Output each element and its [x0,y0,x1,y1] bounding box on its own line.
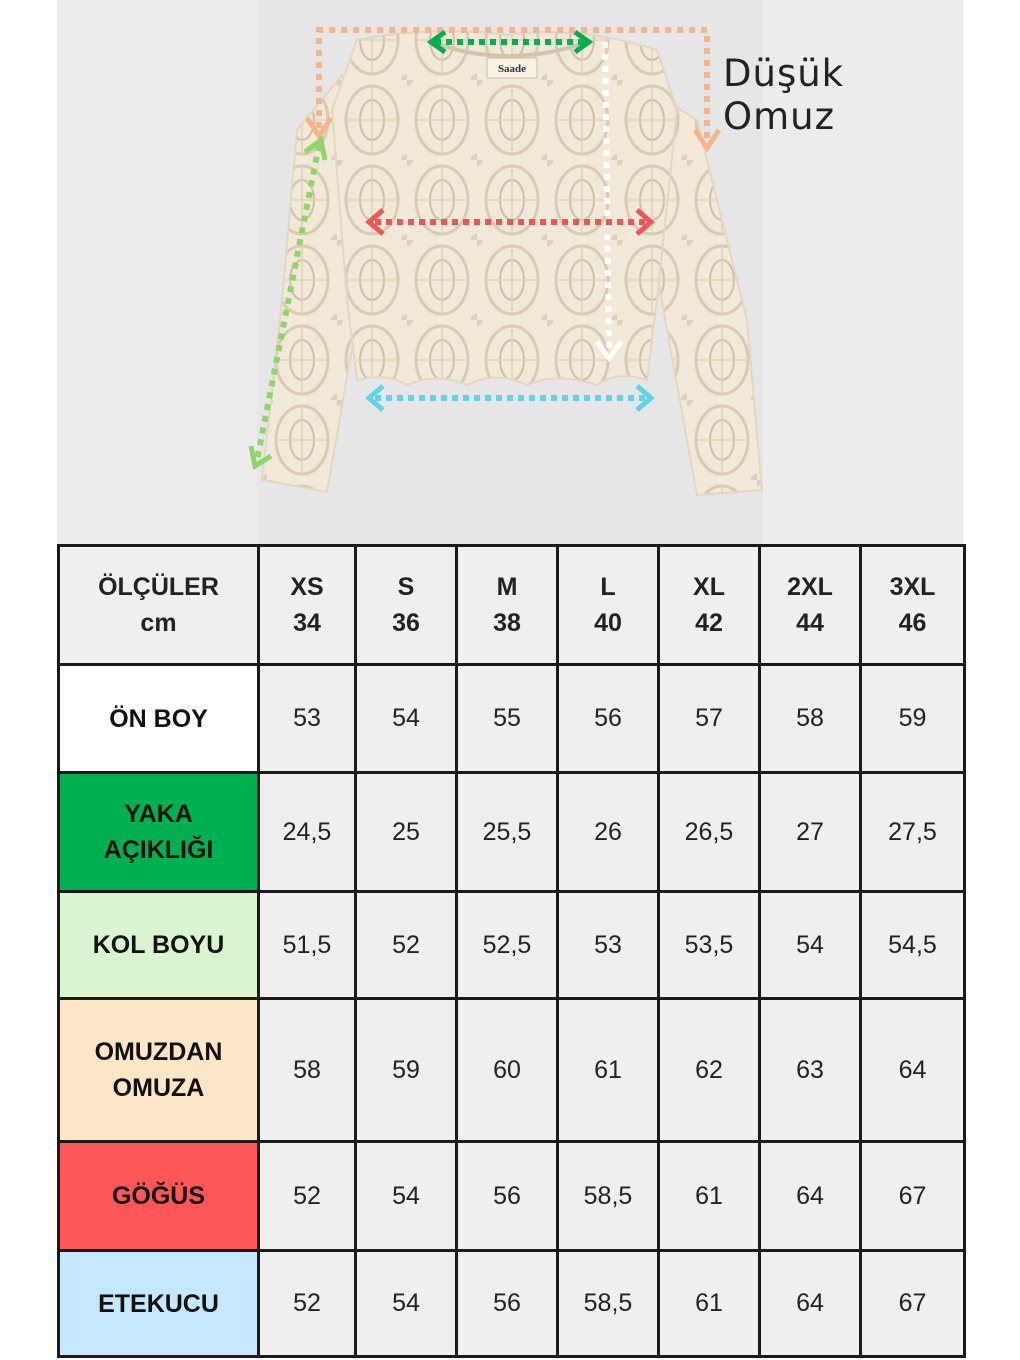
table-row [59,1251,965,1357]
value-cell: 61 [659,1251,760,1357]
row-label-gogus: GÖĞÜS [59,1142,259,1251]
brand-tag: Saade [497,63,527,75]
table-row [59,999,965,1142]
value-cell: 57 [659,665,760,773]
value-cell: 58,5 [558,1142,659,1251]
table-row [59,665,965,773]
value-cell: 54 [356,665,457,773]
value-cell: 54 [356,1142,457,1251]
value-cell: 56 [457,1142,558,1251]
value-cell: 61 [558,999,659,1142]
value-cell: 61 [659,1142,760,1251]
header-row [59,546,965,665]
table-row [59,773,965,892]
size-header-3xl: 3XL 46 [861,546,965,665]
size-header-s: S 36 [356,546,457,665]
value-cell: 59 [356,999,457,1142]
sweater-body [332,31,677,385]
value-cell: 52 [356,892,457,999]
value-cell: 67 [861,1142,965,1251]
value-cell: 25,5 [457,773,558,892]
row-label-yaka-acikligi: YAKA AÇIKLIĞI [59,773,259,892]
size-header-2xl: 2XL 44 [760,546,861,665]
row-label-etekucu: ETEKUCU [59,1251,259,1357]
value-cell: 58 [760,665,861,773]
value-cell: 52 [259,1251,356,1357]
value-cell: 27,5 [861,773,965,892]
product-photo-panel [57,0,963,545]
value-cell: 53,5 [659,892,760,999]
row-label-on-boy: ÖN BOY [59,665,259,773]
value-cell: 58 [259,999,356,1142]
value-cell: 64 [760,1251,861,1357]
value-cell: 52,5 [457,892,558,999]
table-row [59,892,965,999]
value-cell: 54 [356,1251,457,1357]
value-cell: 26 [558,773,659,892]
value-cell: 52 [259,1142,356,1251]
row-label-omuzdan-omuza: OMUZDAN OMUZA [59,999,259,1142]
row-label-kol-boyu: KOL BOYU [59,892,259,999]
value-cell: 63 [760,999,861,1142]
value-cell: 26,5 [659,773,760,892]
value-cell: 62 [659,999,760,1142]
value-cell: 24,5 [259,773,356,892]
value-cell: 51,5 [259,892,356,999]
header-label-cell: ÖLÇÜLER cm [59,546,259,665]
value-cell: 25 [356,773,457,892]
value-cell: 53 [259,665,356,773]
size-header-xl: XL 42 [659,546,760,665]
value-cell: 27 [760,773,861,892]
value-cell: 60 [457,999,558,1142]
value-cell: 58,5 [558,1251,659,1357]
size-chart-table [57,544,966,1358]
table-row [59,1142,965,1251]
value-cell: 64 [760,1142,861,1251]
size-header-xs: XS 34 [259,546,356,665]
value-cell: 54 [760,892,861,999]
value-cell: 53 [558,892,659,999]
value-cell: 59 [861,665,965,773]
value-cell: 54,5 [861,892,965,999]
value-cell: 56 [558,665,659,773]
value-cell: 56 [457,1251,558,1357]
value-cell: 55 [457,665,558,773]
size-header-l: L 40 [558,546,659,665]
size-header-m: M 38 [457,546,558,665]
value-cell: 64 [861,999,965,1142]
value-cell: 67 [861,1251,965,1357]
shoulder-style-label: Düşük Omuz [723,52,845,138]
